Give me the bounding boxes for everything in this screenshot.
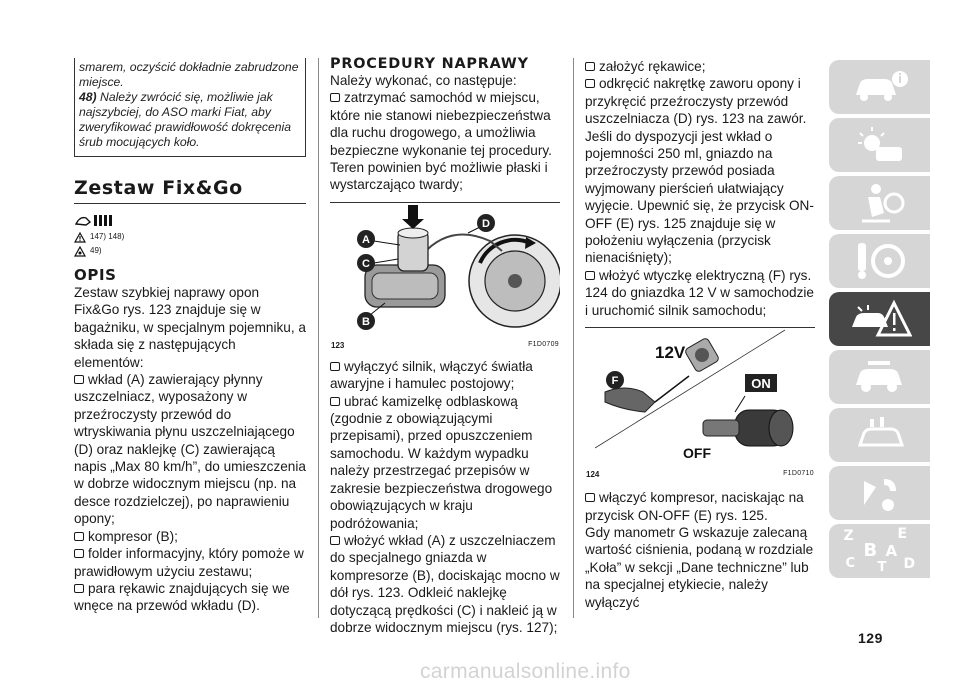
figure-number: 123	[331, 340, 345, 350]
list-item	[74, 580, 306, 615]
label-on: ON	[751, 376, 771, 392]
label-12v: 12V	[655, 343, 686, 363]
refs-text-2: 49)	[90, 246, 102, 255]
list-item-text: para rękawic znajdujących się we wnęce na przewód wkładu (D).	[74, 580, 290, 614]
subheading-opis: OPIS	[74, 266, 117, 284]
emergency-car-icon	[848, 297, 912, 341]
list-item	[330, 89, 560, 193]
checkbox-bullet-icon	[74, 584, 84, 593]
tool-icon	[74, 212, 306, 230]
list-item-text: zatrzymać samochód w miejscu, które nie stanowi niebezpieczeństwa dla ruchu drogowego, a umożliwia bezpieczne wykonanie tej procedury. Teren powinien być możliwie płaski i wystarczająco twardy;	[330, 90, 552, 193]
figure-code: F1D0709	[528, 340, 559, 348]
procedury-body-continued	[330, 358, 560, 637]
procedury-body-col3-continued	[585, 489, 815, 611]
column-left	[74, 58, 306, 615]
page-number: 129	[858, 630, 883, 646]
warning-48-text: Należy zwrócić się, możliwie jak najszybciej, do ASO marki Fiat, aby zweryfikować prawidłowość dokręcenia śrub mocujących koło.	[79, 90, 292, 149]
warning-triangle-icon	[74, 232, 86, 243]
warning-refs-2	[74, 244, 306, 258]
list-item	[330, 532, 560, 636]
figure-123	[330, 202, 560, 350]
tab-index[interactable]	[829, 524, 930, 578]
list-item-text: wkład (A) zawierający płynny uszczelniacz, wyposażony w przeźroczysty przewód do wtryskiwania płynu uszczelniającego (D) oraz naklejkę (C) zawierającą napis „Max 80 km/h”, do umieszczenia w dobrze widocznym miejscu (np. na desce rozdzielczej), po naprawieniu opony;	[74, 372, 306, 527]
checkbox-bullet-icon	[74, 375, 84, 384]
list-item-text: ubrać kamizelkę odblaskową (zgodnie z obowiązującymi przepisami), przed opuszczeniem samochodu. W każdym wypadku należy przestrzegać przepisów w zakresie bezpieczeństwa drogowego obowiązujących w kraju podróżowania;	[330, 393, 553, 531]
airbag-seat-icon	[850, 181, 910, 225]
tab-driving[interactable]	[829, 234, 930, 288]
label-a: A	[362, 233, 370, 246]
list-item-text: założyć rękawice;	[599, 59, 706, 74]
checkbox-bullet-icon	[585, 62, 595, 71]
opis-intro: Zestaw szybkiej naprawy opon Fix&Go rys. 123 znajduje się w bagażniku, w specjalnym pojemniku, a składa się z następujących elementów:	[74, 285, 306, 370]
list-item	[74, 371, 306, 528]
list-item-text: wyłączyć silnik, włączyć światła awaryjne i hamulec postojowy;	[330, 358, 533, 392]
list-item-text: włączyć kompresor, naciskając na przycisk ON-OFF (E) rys. 125.	[585, 490, 804, 523]
list-item	[74, 545, 306, 580]
refs-text-1: 147) 148)	[90, 232, 125, 241]
warning-refs-1	[74, 230, 306, 244]
list-item-text: odkręcić nakrętkę zaworu opony i przykręcić przeźroczysty przewód uszczelniacza (D) rys. 123 na zawór. Jeśli do dyspozycji jest wkład o pojemności 250 ml, gniazdo na przeźroczysty przewód posiada wyjmowany pierścień ułatwiający wyjęcie. Upewnić się, że przycisk ON-OFF (E) rys. 125 znajduje się w położeniu wyłączenia (przycisk nienaciśnięty);	[585, 76, 814, 266]
watermark: carmanualsonline.info	[420, 660, 631, 683]
references	[74, 212, 306, 258]
checkbox-bullet-icon	[330, 93, 340, 102]
list-item-text: folder informacyjny, który pomoże w prawidłowym użyciu zestawu;	[74, 546, 304, 579]
car-service-icon	[850, 357, 910, 397]
tab-emergency[interactable]	[829, 292, 930, 346]
list-item-text: włożyć wtyczkę elektryczną (F) rys. 124 do gniazdka 12 V w samochodzie i uruchomić silnik samochodu;	[585, 267, 814, 318]
label-d: D	[482, 217, 490, 230]
warning-lights-icon	[850, 125, 910, 165]
tab-safety[interactable]	[829, 176, 930, 230]
procedury-intro: Należy wykonać, co następuje:	[330, 73, 517, 88]
tab-multimedia[interactable]	[829, 466, 930, 520]
list-item	[330, 358, 560, 393]
label-c: C	[362, 257, 370, 270]
multimedia-icon	[850, 471, 910, 515]
tab-lights[interactable]	[829, 118, 930, 172]
caution-triangle-icon	[74, 246, 86, 257]
column-divider	[573, 58, 574, 618]
list-item	[585, 267, 815, 319]
checkbox-bullet-icon	[330, 362, 340, 371]
warning-48-number: 48)	[79, 90, 97, 104]
tab-specifications[interactable]	[829, 408, 930, 462]
checkbox-bullet-icon	[330, 536, 340, 545]
section-heading-zestaw: Zestaw Fix&Go	[74, 177, 306, 204]
procedury-body	[330, 72, 560, 194]
list-item	[330, 393, 560, 532]
figure-124	[585, 327, 815, 479]
checkbox-bullet-icon	[585, 271, 595, 280]
column-divider	[318, 58, 319, 618]
figure-caption-123	[330, 341, 560, 350]
list-item	[585, 58, 815, 75]
warning-continuation: smarem, oczyścić dokładnie zabrudzone miejsce.	[79, 60, 299, 89]
label-f: F	[611, 375, 619, 388]
figure-number: 124	[586, 470, 600, 480]
checkbox-bullet-icon	[74, 532, 84, 541]
figure-caption-124	[585, 470, 815, 479]
index-letters-icon: Z E B A C T D	[843, 526, 916, 575]
steering-wheel-key-icon	[850, 239, 910, 283]
label-off: OFF	[683, 445, 711, 462]
procedury-body-col3	[585, 58, 815, 319]
list-item	[585, 75, 815, 266]
fix-and-go-kit-illustration	[330, 203, 560, 339]
column-right	[585, 58, 815, 611]
opis-body	[74, 284, 306, 615]
section-heading-procedury: PROCEDURY NAPRAWY	[330, 56, 529, 72]
checkbox-bullet-icon	[585, 493, 595, 502]
label-b: B	[362, 315, 370, 328]
car-specs-icon	[850, 415, 910, 455]
car-info-icon	[850, 69, 910, 105]
warning-48	[79, 90, 299, 150]
figure-code: F1D0710	[783, 470, 814, 478]
checkbox-bullet-icon	[74, 549, 84, 558]
chapter-tabs	[829, 60, 930, 582]
list-item-text: włożyć wkład (A) z uszczelniaczem do specjalnego gniazda w kompresorze (B), dociskając mocno w dół rys. 123. Odkleić naklejkę dotyczącą prędkości (C) i nakleić ją w dobrze widocznym miejscu (rys. 127);	[330, 532, 560, 635]
column-middle	[330, 58, 560, 636]
tab-maintenance[interactable]	[829, 350, 930, 404]
paragraph: Gdy manometr G wskazuje zalecaną wartość ciśnienia, podaną w rozdziale „Koła” w sekcji „Dane techniczne” lub na specjalnej etykiecie, należy wyłączyć	[585, 524, 814, 610]
checkbox-bullet-icon	[330, 397, 340, 406]
list-item-text: kompresor (B);	[88, 528, 178, 544]
tab-dashboard[interactable]	[829, 60, 930, 114]
list-item	[74, 528, 306, 545]
warning-box	[74, 58, 306, 157]
power-plug-illustration	[585, 328, 815, 468]
checkbox-bullet-icon	[585, 79, 595, 88]
list-item	[585, 489, 815, 524]
